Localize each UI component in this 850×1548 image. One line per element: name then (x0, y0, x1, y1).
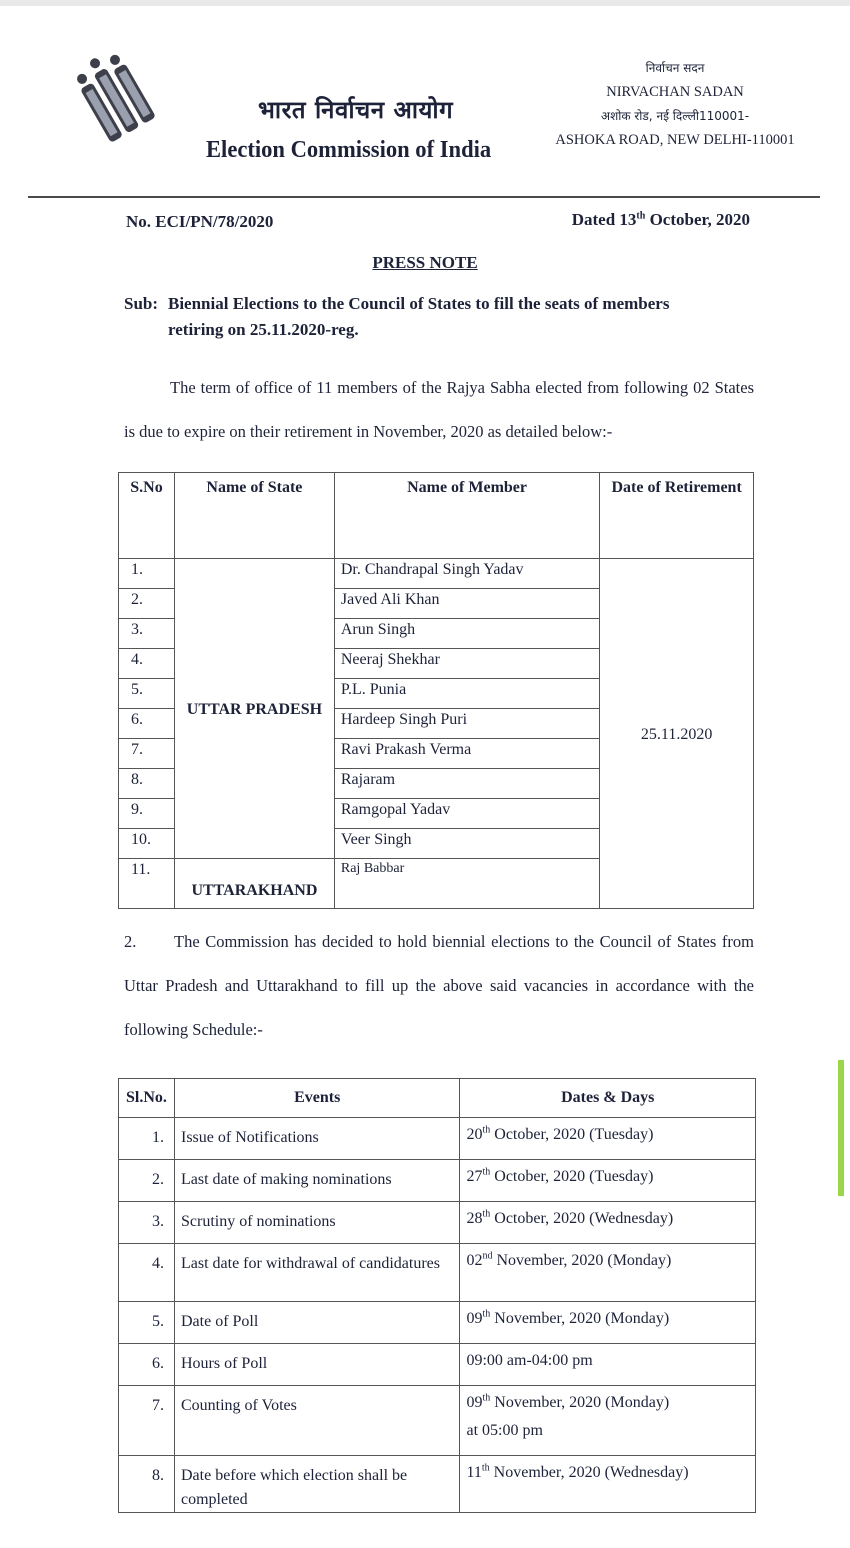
date-rest: October, 2020 (Wednesday) (490, 1210, 674, 1227)
event-date (460, 1456, 756, 1513)
address-hindi-1: निर्वाचन सदन (645, 61, 705, 75)
date-day: 09 (466, 1310, 483, 1327)
table-row (119, 559, 754, 589)
date-day: 20 (466, 1126, 483, 1143)
row-number: 5. (119, 1302, 175, 1344)
date-rest: November, 2020 (Monday) (490, 1394, 670, 1411)
event-date (460, 1160, 756, 1202)
member-name: Ravi Prakash Verma (334, 739, 599, 769)
member-name: Rajaram (334, 769, 599, 799)
col-header-sno: S.No (119, 473, 175, 559)
col-header-dates: Dates & Days (460, 1079, 756, 1118)
table-row (119, 1118, 756, 1160)
state-name: UTTARAKHAND (174, 859, 334, 909)
address-block (540, 56, 810, 152)
date-ordinal: th (482, 1392, 491, 1404)
date-rest: November, 2020 (Monday) (490, 1310, 670, 1327)
row-sno: 10. (119, 829, 175, 859)
member-name: Neeraj Shekhar (334, 649, 599, 679)
eci-emblem-icon (74, 40, 170, 160)
table-row (119, 1302, 756, 1344)
row-sno: 1. (119, 559, 175, 589)
row-sno: 6. (119, 709, 175, 739)
event-date (460, 1244, 756, 1302)
event-name: Hours of Poll (174, 1344, 460, 1386)
table-row (119, 1344, 756, 1386)
schedule-table (118, 1078, 756, 1513)
date-day: 11 (466, 1464, 482, 1481)
members-table-header (119, 473, 754, 559)
schedule-paragraph (124, 920, 754, 1052)
paragraph-number: 2. (124, 932, 137, 951)
row-number: 8. (119, 1456, 175, 1513)
date-ordinal: th (482, 1166, 491, 1178)
intro-paragraph-text: The term of office of 11 members of the Rajya Sabha elected from following 02 States is due to expire on their retirement in November, 2020 as detailed below:- (124, 378, 754, 441)
date-day: 09:00 am-04:00 pm (466, 1352, 593, 1369)
row-sno: 8. (119, 769, 175, 799)
member-name: Arun Singh (334, 619, 599, 649)
date-rest: November, 2020 (Monday) (492, 1252, 672, 1269)
org-title-english: Election Commission of India (206, 137, 492, 163)
date-ordinal: th (482, 1124, 491, 1136)
row-sno: 2. (119, 589, 175, 619)
col-header-retirement: Date of Retirement (600, 473, 754, 559)
event-date (460, 1386, 756, 1456)
table-row (119, 1244, 756, 1302)
table-row (119, 1386, 756, 1456)
event-date (460, 1344, 756, 1386)
member-name: Raj Babbar (334, 859, 599, 909)
event-name: Date of Poll (174, 1302, 460, 1344)
member-name: Ramgopal Yadav (334, 799, 599, 829)
date-rest: October, 2020 (Tuesday) (490, 1126, 654, 1143)
event-name: Last date of making nominations (174, 1160, 460, 1202)
top-scan-border (0, 0, 850, 6)
org-title-hindi: भारत निर्वाचन आयोग (258, 96, 454, 124)
date-suffix-ordinal: th (636, 210, 646, 222)
date-ordinal: th (482, 1308, 491, 1320)
event-date (460, 1118, 756, 1160)
date-extra: at 05:00 pm (466, 1422, 543, 1439)
date-day: 02 (466, 1252, 483, 1269)
member-name: P.L. Punia (334, 679, 599, 709)
scan-edge-marker (838, 1060, 844, 1196)
member-name: Javed Ali Khan (334, 589, 599, 619)
row-number: 4. (119, 1244, 175, 1302)
col-header-slno: Sl.No. (119, 1079, 175, 1118)
event-name: Date before which election shall be completed (174, 1456, 460, 1513)
retirement-date: 25.11.2020 (600, 559, 754, 909)
event-name: Last date for withdrawal of candidatures (174, 1244, 460, 1302)
subject-text-line2: retiring on 25.11.2020-reg. (168, 320, 359, 339)
member-name: Dr. Chandrapal Singh Yadav (334, 559, 599, 589)
date-day: 28 (466, 1210, 483, 1227)
table-row (119, 1160, 756, 1202)
schedule-table-header (119, 1079, 756, 1118)
row-sno: 4. (119, 649, 175, 679)
table-row (119, 1456, 756, 1513)
date-rest: October, 2020 (Tuesday) (490, 1168, 654, 1185)
press-note-heading: PRESS NOTE (372, 253, 478, 272)
row-number: 7. (119, 1386, 175, 1456)
member-name: Veer Singh (334, 829, 599, 859)
row-number: 1. (119, 1118, 175, 1160)
row-number: 3. (119, 1202, 175, 1244)
event-name: Scrutiny of nominations (174, 1202, 460, 1244)
members-table (118, 472, 754, 909)
event-date (460, 1302, 756, 1344)
row-number: 6. (119, 1344, 175, 1386)
event-name: Counting of Votes (174, 1386, 460, 1456)
date-rest: November, 2020 (Wednesday) (489, 1464, 689, 1481)
intro-paragraph (124, 366, 754, 454)
event-name: Issue of Notifications (174, 1118, 460, 1160)
col-header-member: Name of Member (334, 473, 599, 559)
date-ordinal: nd (482, 1250, 493, 1262)
date-rest: October, 2020 (645, 210, 750, 229)
date-day: 09 (466, 1394, 483, 1411)
address-line-1: NIRVACHAN SADAN (606, 84, 744, 100)
subject-label: Sub: (124, 294, 159, 313)
row-sno: 11. (119, 859, 175, 909)
table-row (119, 1202, 756, 1244)
header-divider (28, 196, 820, 198)
col-header-events: Events (174, 1079, 460, 1118)
col-header-state: Name of State (174, 473, 334, 559)
date-day: 27 (466, 1168, 483, 1185)
date-ordinal: th (482, 1208, 491, 1220)
date-prefix: Dated 13 (571, 210, 637, 229)
document-date (572, 210, 750, 230)
row-sno: 9. (119, 799, 175, 829)
schedule-paragraph-text: The Commission has decided to hold biennial elections to the Council of States from Uttar Pradesh and Uttarakhand to fill up the above said vacancies in accordance with the following Schedule:- (124, 932, 754, 1039)
row-sno: 3. (119, 619, 175, 649)
row-sno: 7. (119, 739, 175, 769)
address-line-2: ASHOKA ROAD, NEW DELHI-110001 (555, 132, 795, 148)
row-number: 2. (119, 1160, 175, 1202)
subject-text-line1: Biennial Elections to the Council of States to fill the seats of members (168, 294, 670, 313)
member-name: Hardeep Singh Puri (334, 709, 599, 739)
subject-line (124, 291, 754, 343)
event-date (460, 1202, 756, 1244)
date-ordinal: th (481, 1462, 490, 1474)
state-name: UTTAR PRADESH (174, 559, 334, 859)
reference-number: No. ECI/PN/78/2020 (126, 212, 274, 231)
address-hindi-2: अशोक रोड, नई दिल्ली110001- (600, 109, 750, 123)
row-sno: 5. (119, 679, 175, 709)
